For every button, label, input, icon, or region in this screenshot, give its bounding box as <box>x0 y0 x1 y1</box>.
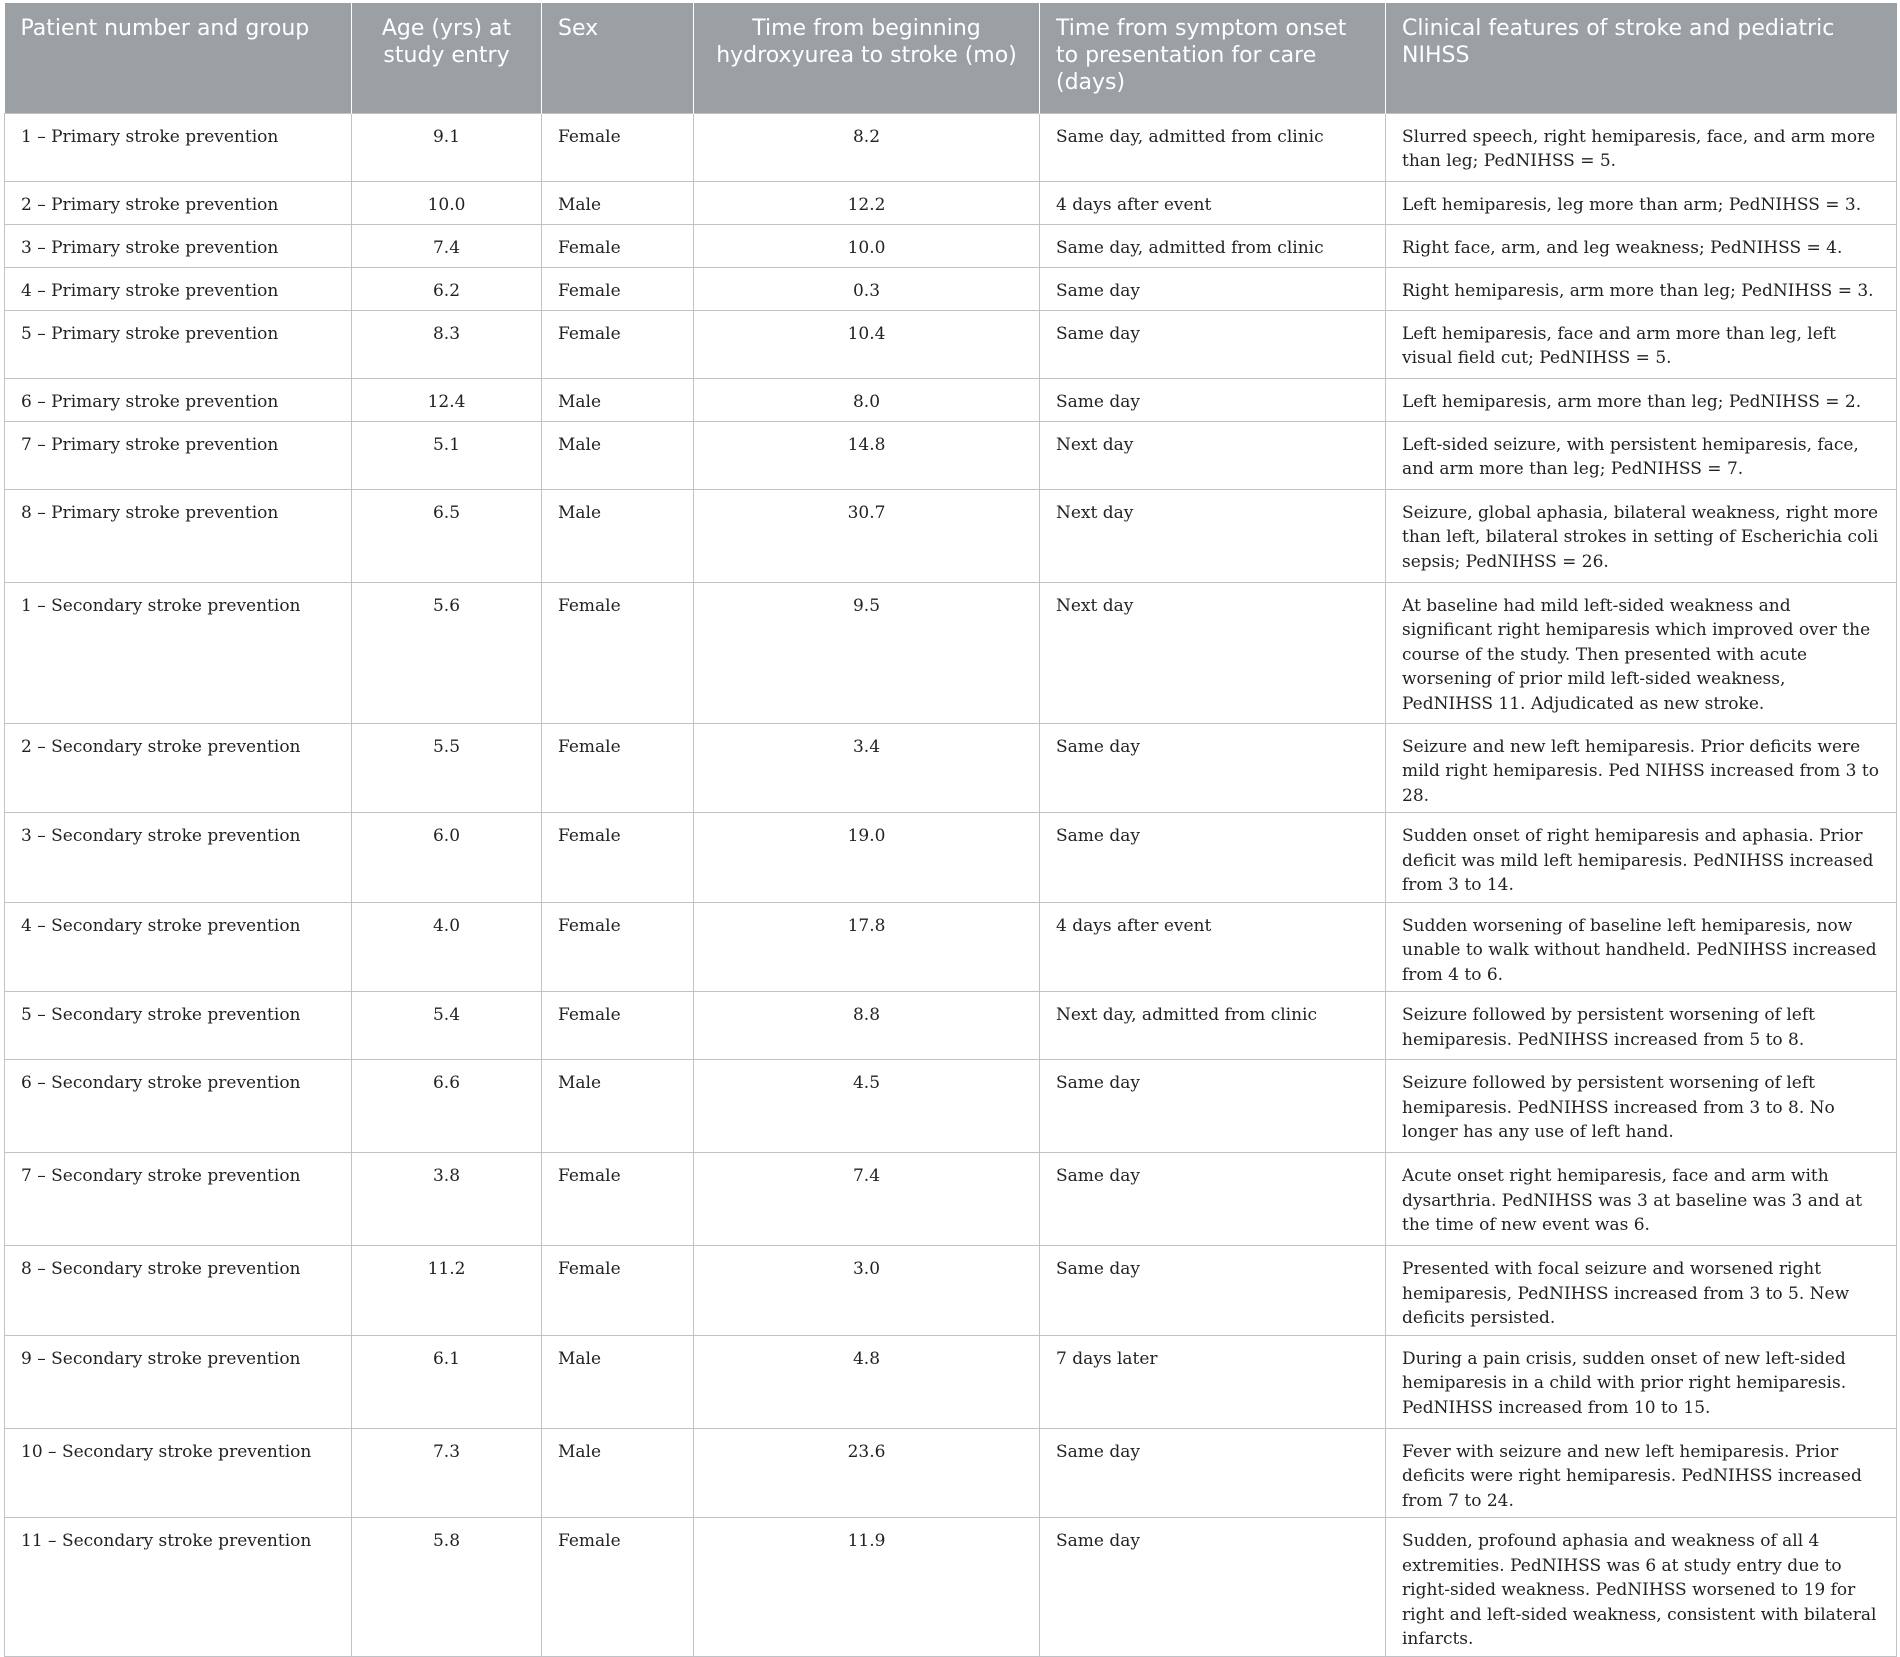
table-row <box>5 902 1897 992</box>
cell-time-hydroxyurea: 19.0 <box>694 813 1040 903</box>
table-row <box>5 723 1897 813</box>
cell-time-hydroxyurea: 12.2 <box>694 181 1040 224</box>
cell-age: 6.0 <box>352 813 542 903</box>
cell-sex: Female <box>542 902 694 992</box>
table-row <box>5 310 1897 378</box>
cell-time-onset: Same day <box>1040 1153 1386 1246</box>
stroke-events-table <box>4 3 1897 1657</box>
cell-time-hydroxyurea: 8.0 <box>694 378 1040 421</box>
cell-patient: 8 – Primary stroke prevention <box>5 489 352 582</box>
cell-patient: 4 – Secondary stroke prevention <box>5 902 352 992</box>
table-row <box>5 1518 1897 1657</box>
table-row <box>5 1060 1897 1153</box>
cell-sex: Female <box>542 267 694 310</box>
cell-clinical: Left hemiparesis, arm more than leg; PedNIHSS = 2. <box>1386 378 1897 421</box>
cell-time-hydroxyurea: 3.4 <box>694 723 1040 813</box>
cell-age: 6.2 <box>352 267 542 310</box>
cell-time-hydroxyurea: 10.0 <box>694 224 1040 267</box>
cell-time-hydroxyurea: 17.8 <box>694 902 1040 992</box>
table-row <box>5 1246 1897 1336</box>
cell-sex: Male <box>542 1335 694 1428</box>
cell-time-onset: Same day <box>1040 310 1386 378</box>
cell-patient: 3 – Secondary stroke prevention <box>5 813 352 903</box>
cell-sex: Female <box>542 582 694 723</box>
cell-age: 7.3 <box>352 1428 542 1518</box>
header-time-hydroxyurea: Time from beginning hydroxyurea to stroke (mo) <box>694 3 1040 113</box>
cell-patient: 10 – Secondary stroke prevention <box>5 1428 352 1518</box>
cell-age: 10.0 <box>352 181 542 224</box>
cell-sex: Female <box>542 1518 694 1657</box>
cell-time-hydroxyurea: 3.0 <box>694 1246 1040 1336</box>
cell-time-hydroxyurea: 14.8 <box>694 421 1040 489</box>
table-row <box>5 1153 1897 1246</box>
cell-clinical: Sudden worsening of baseline left hemiparesis, now unable to walk without handheld. PedNIHSS increased from 4 to 6. <box>1386 902 1897 992</box>
cell-clinical: Right face, arm, and leg weakness; PedNIHSS = 4. <box>1386 224 1897 267</box>
cell-patient: 11 – Secondary stroke prevention <box>5 1518 352 1657</box>
cell-time-hydroxyurea: 23.6 <box>694 1428 1040 1518</box>
cell-time-onset: Same day <box>1040 267 1386 310</box>
cell-clinical: Seizure and new left hemiparesis. Prior deficits were mild right hemiparesis. Ped NIHSS increased from 3 to 28. <box>1386 723 1897 813</box>
cell-age: 7.4 <box>352 224 542 267</box>
cell-sex: Male <box>542 1428 694 1518</box>
cell-patient: 6 – Secondary stroke prevention <box>5 1060 352 1153</box>
cell-time-onset: Next day <box>1040 421 1386 489</box>
cell-age: 6.5 <box>352 489 542 582</box>
cell-clinical: Left hemiparesis, face and arm more than leg, left visual field cut; PedNIHSS = 5. <box>1386 310 1897 378</box>
cell-clinical: At baseline had mild left-sided weakness and significant right hemiparesis which improved over the course of the study. Then presented with acute worsening of prior mild left-sided weakness, PedNIHSS 11. Adjudicated as new stroke. <box>1386 582 1897 723</box>
cell-patient: 9 – Secondary stroke prevention <box>5 1335 352 1428</box>
cell-time-hydroxyurea: 9.5 <box>694 582 1040 723</box>
cell-time-onset: Same day, admitted from clinic <box>1040 224 1386 267</box>
cell-time-hydroxyurea: 11.9 <box>694 1518 1040 1657</box>
cell-clinical: Sudden, profound aphasia and weakness of all 4 extremities. PedNIHSS was 6 at study entry due to right-sided weakness. PedNIHSS worsened to 19 for right and left-sided weakness, consistent with bilateral infarcts. <box>1386 1518 1897 1657</box>
cell-time-onset: Same day <box>1040 1060 1386 1153</box>
cell-time-onset: Same day <box>1040 1428 1386 1518</box>
cell-age: 5.6 <box>352 582 542 723</box>
cell-time-onset: Same day <box>1040 813 1386 903</box>
cell-time-onset: 7 days later <box>1040 1335 1386 1428</box>
cell-time-hydroxyurea: 7.4 <box>694 1153 1040 1246</box>
cell-patient: 8 – Secondary stroke prevention <box>5 1246 352 1336</box>
cell-age: 11.2 <box>352 1246 542 1336</box>
cell-time-onset: Next day <box>1040 489 1386 582</box>
cell-time-hydroxyurea: 4.8 <box>694 1335 1040 1428</box>
header-time-onset: Time from symptom onset to presentation for care (days) <box>1040 3 1386 113</box>
cell-age: 6.1 <box>352 1335 542 1428</box>
cell-clinical: Seizure followed by persistent worsening of left hemiparesis. PedNIHSS increased from 5 to 8. <box>1386 992 1897 1060</box>
cell-clinical: Right hemiparesis, arm more than leg; PedNIHSS = 3. <box>1386 267 1897 310</box>
cell-age: 4.0 <box>352 902 542 992</box>
cell-age: 5.8 <box>352 1518 542 1657</box>
cell-age: 9.1 <box>352 113 542 181</box>
cell-patient: 4 – Primary stroke prevention <box>5 267 352 310</box>
cell-time-onset: Next day <box>1040 582 1386 723</box>
cell-sex: Female <box>542 310 694 378</box>
cell-patient: 5 – Primary stroke prevention <box>5 310 352 378</box>
cell-clinical: Left-sided seizure, with persistent hemiparesis, face, and arm more than leg; PedNIHSS = 7. <box>1386 421 1897 489</box>
cell-sex: Male <box>542 1060 694 1153</box>
cell-age: 5.1 <box>352 421 542 489</box>
table-header-row <box>5 3 1897 113</box>
stroke-table-container <box>4 3 1896 1657</box>
table-row <box>5 224 1897 267</box>
cell-sex: Male <box>542 378 694 421</box>
cell-sex: Male <box>542 181 694 224</box>
cell-patient: 1 – Secondary stroke prevention <box>5 582 352 723</box>
cell-clinical: Presented with focal seizure and worsened right hemiparesis, PedNIHSS increased from 3 to 5. New deficits persisted. <box>1386 1246 1897 1336</box>
header-sex: Sex <box>542 3 694 113</box>
cell-time-hydroxyurea: 8.8 <box>694 992 1040 1060</box>
cell-sex: Female <box>542 113 694 181</box>
table-row <box>5 582 1897 723</box>
cell-age: 5.4 <box>352 992 542 1060</box>
cell-time-hydroxyurea: 8.2 <box>694 113 1040 181</box>
cell-age: 8.3 <box>352 310 542 378</box>
cell-sex: Male <box>542 421 694 489</box>
table-body <box>5 113 1897 1656</box>
cell-sex: Male <box>542 489 694 582</box>
table-row <box>5 813 1897 903</box>
cell-sex: Female <box>542 813 694 903</box>
cell-time-onset: Next day, admitted from clinic <box>1040 992 1386 1060</box>
cell-patient: 2 – Primary stroke prevention <box>5 181 352 224</box>
cell-time-onset: Same day <box>1040 1518 1386 1657</box>
cell-clinical: Fever with seizure and new left hemiparesis. Prior deficits were right hemiparesis. PedNIHSS increased from 7 to 24. <box>1386 1428 1897 1518</box>
cell-clinical: Slurred speech, right hemiparesis, face, and arm more than leg; PedNIHSS = 5. <box>1386 113 1897 181</box>
header-clinical: Clinical features of stroke and pediatric NIHSS <box>1386 3 1897 113</box>
table-row <box>5 1335 1897 1428</box>
cell-patient: 1 – Primary stroke prevention <box>5 113 352 181</box>
cell-clinical: Seizure, global aphasia, bilateral weakness, right more than left, bilateral strokes in setting of Escherichia coli sepsis; PedNIHSS = 26. <box>1386 489 1897 582</box>
cell-patient: 2 – Secondary stroke prevention <box>5 723 352 813</box>
cell-clinical: During a pain crisis, sudden onset of new left-sided hemiparesis in a child with prior right hemiparesis. PedNIHSS increased from 10 to 15. <box>1386 1335 1897 1428</box>
cell-time-onset: 4 days after event <box>1040 902 1386 992</box>
cell-age: 5.5 <box>352 723 542 813</box>
cell-age: 12.4 <box>352 378 542 421</box>
cell-age: 6.6 <box>352 1060 542 1153</box>
cell-patient: 7 – Secondary stroke prevention <box>5 1153 352 1246</box>
table-row <box>5 489 1897 582</box>
cell-time-onset: Same day, admitted from clinic <box>1040 113 1386 181</box>
cell-age: 3.8 <box>352 1153 542 1246</box>
table-row <box>5 378 1897 421</box>
cell-patient: 3 – Primary stroke prevention <box>5 224 352 267</box>
cell-time-onset: 4 days after event <box>1040 181 1386 224</box>
header-patient: Patient number and group <box>5 3 352 113</box>
cell-sex: Female <box>542 1153 694 1246</box>
cell-sex: Female <box>542 723 694 813</box>
cell-time-onset: Same day <box>1040 1246 1386 1336</box>
table-row <box>5 267 1897 310</box>
table-row <box>5 113 1897 181</box>
cell-patient: 7 – Primary stroke prevention <box>5 421 352 489</box>
cell-clinical: Acute onset right hemiparesis, face and arm with dysarthria. PedNIHSS was 3 at baseline was 3 and at the time of new event was 6. <box>1386 1153 1897 1246</box>
cell-time-hydroxyurea: 0.3 <box>694 267 1040 310</box>
cell-patient: 6 – Primary stroke prevention <box>5 378 352 421</box>
table-row <box>5 1428 1897 1518</box>
cell-time-onset: Same day <box>1040 378 1386 421</box>
cell-patient: 5 – Secondary stroke prevention <box>5 992 352 1060</box>
table-row <box>5 992 1897 1060</box>
cell-clinical: Left hemiparesis, leg more than arm; PedNIHSS = 3. <box>1386 181 1897 224</box>
table-row <box>5 421 1897 489</box>
cell-time-hydroxyurea: 10.4 <box>694 310 1040 378</box>
cell-time-hydroxyurea: 4.5 <box>694 1060 1040 1153</box>
cell-time-onset: Same day <box>1040 723 1386 813</box>
cell-clinical: Sudden onset of right hemiparesis and aphasia. Prior deficit was mild left hemiparesis. PedNIHSS increased from 3 to 14. <box>1386 813 1897 903</box>
cell-sex: Female <box>542 1246 694 1336</box>
table-row <box>5 181 1897 224</box>
cell-sex: Female <box>542 992 694 1060</box>
cell-sex: Female <box>542 224 694 267</box>
cell-clinical: Seizure followed by persistent worsening of left hemiparesis. PedNIHSS increased from 3 to 8. No longer has any use of left hand. <box>1386 1060 1897 1153</box>
header-age: Age (yrs) at study entry <box>352 3 542 113</box>
cell-time-hydroxyurea: 30.7 <box>694 489 1040 582</box>
